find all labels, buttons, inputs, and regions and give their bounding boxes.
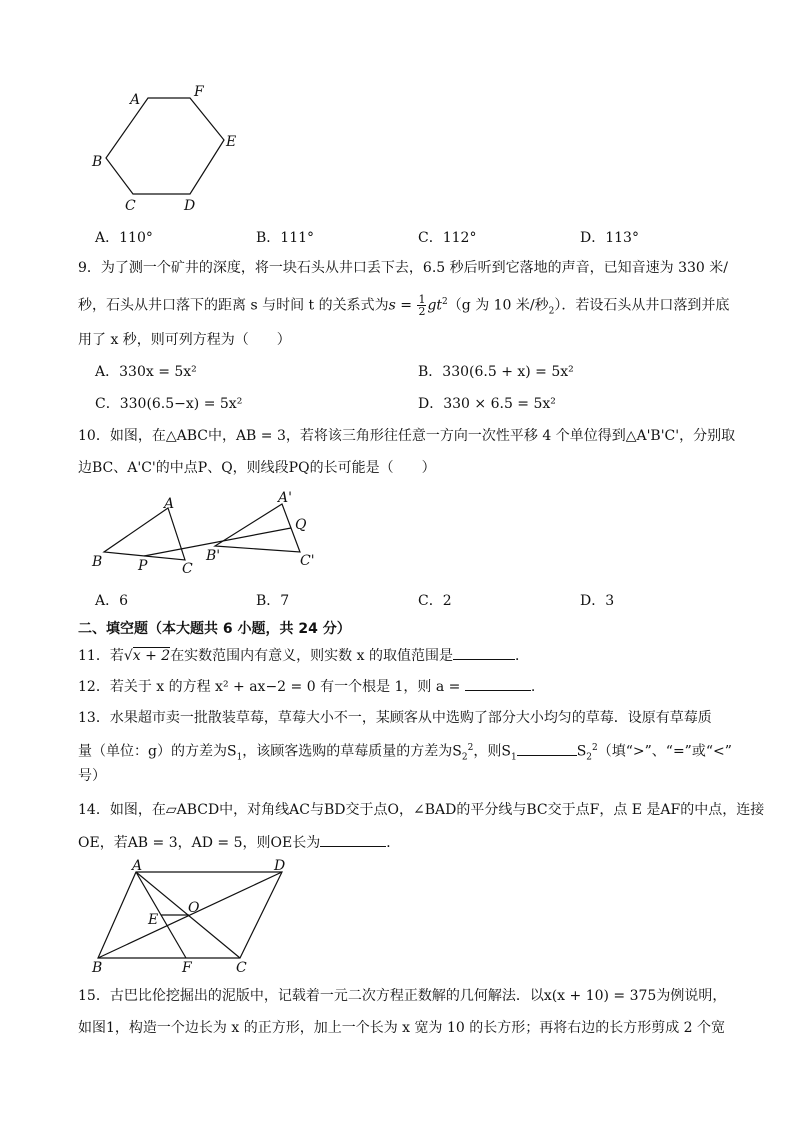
q14-answer-blank[interactable] xyxy=(320,832,386,847)
triangle-translation-figure xyxy=(88,488,328,580)
option-letter: C． xyxy=(418,230,443,246)
q11-pre: 11．若 xyxy=(78,648,124,664)
q10-option-d[interactable] xyxy=(580,591,614,611)
label-E: E xyxy=(148,912,159,928)
option-text: 3 xyxy=(605,593,615,609)
option-text: 6 xyxy=(119,593,129,609)
q14-line-2 xyxy=(78,832,400,853)
q12-end: . xyxy=(530,679,536,695)
parallelogram-figure xyxy=(88,858,298,976)
q9-option-d[interactable] xyxy=(418,394,556,414)
option-text: 7 xyxy=(280,593,290,609)
option-letter: C． xyxy=(418,593,443,609)
option-letter: D． xyxy=(418,396,444,412)
q10-option-a[interactable] xyxy=(95,591,128,611)
q13-text-b: ，该顾客选购的草莓质量的方差为S xyxy=(242,743,462,760)
q8-option-c[interactable] xyxy=(418,228,476,248)
label-Q: Q xyxy=(295,517,307,533)
label-E: E xyxy=(226,134,237,150)
q9-fraction xyxy=(417,294,426,317)
q10-option-b[interactable] xyxy=(256,591,289,611)
q9-line-2 xyxy=(78,292,729,321)
option-letter: A． xyxy=(95,593,120,609)
label-A: A xyxy=(132,858,143,874)
q9-option-c[interactable] xyxy=(95,394,242,414)
frac-den: 2 xyxy=(418,305,426,319)
q13-sup-2: 2 xyxy=(467,743,474,753)
q9-text-b: （g 为 10 米/秒 xyxy=(447,297,549,314)
label-D: D xyxy=(184,198,196,214)
option-letter: D． xyxy=(580,593,606,609)
option-text: 113° xyxy=(605,230,639,246)
q13-sub-1: 1 xyxy=(236,752,243,763)
option-letter: D． xyxy=(580,230,606,246)
q9-gt: gt xyxy=(427,297,443,314)
label-F: F xyxy=(182,960,192,976)
q15-line-2: 如图1，构造一个边长为 x 的正方形，加上一个长为 x 宽为 10 的长方形；再将右边的长方形剪成 2 个宽 xyxy=(78,1020,726,1036)
q9-line-1: 9．为了测一个矿井的深度，将一块石头从井口丢下去，6.5 秒后听到它落地的声音，已知音速为 330 米/ xyxy=(78,260,728,276)
label-O: O xyxy=(188,900,200,916)
frac-num: 1 xyxy=(418,293,426,307)
q13-sup-2b: 2 xyxy=(592,743,598,753)
q13-text-d: S xyxy=(576,743,587,760)
label-C-prime: C' xyxy=(300,553,315,569)
q9-option-a[interactable] xyxy=(95,362,197,382)
q13-line-2 xyxy=(78,738,732,767)
option-text: 330(6.5 + x) = 5x² xyxy=(442,364,574,380)
q9-sub: 2 xyxy=(548,306,555,317)
q13-line-3: 号） xyxy=(78,768,106,784)
q8-option-a[interactable] xyxy=(95,228,153,248)
q9-sup: 2 xyxy=(442,297,448,307)
triangle-a1b1c1 xyxy=(215,504,300,552)
option-letter: B． xyxy=(418,364,443,380)
option-text: 330(6.5−x) = 5x² xyxy=(119,396,243,412)
q15-line-1: 15．古巴比伦挖掘出的泥版中，记载着一元二次方程正数解的几何解法．以x(x + 10) = 375为例说明， xyxy=(78,988,727,1004)
option-text: 110° xyxy=(119,230,153,246)
q8-option-d[interactable] xyxy=(580,228,639,248)
q10-line-1: 10．如图，在△ABC中，AB = 3，若将该三角形往任意一方向一次性平移 4 个单位得到△A'B'C'，分别取 xyxy=(78,428,736,444)
q9-text-c: ）．若设石头从井口落到并底 xyxy=(554,297,730,314)
q14-line-1: 14．如图，在▱ABCD中，对角线AC与BD交于点O，∠BAD的平分线与BC交于点F，点 E 是AF的中点，连接 xyxy=(78,802,765,818)
q9-eq: = xyxy=(395,297,417,314)
q12-pre: 12．若关于 x 的方程 x² + ax−2 = 0 有一个根是 1，则 a = xyxy=(78,679,465,695)
q8-option-b[interactable] xyxy=(256,228,314,248)
triangle-abc xyxy=(104,508,185,560)
hexagon-figure xyxy=(88,82,248,217)
q11-answer-blank[interactable] xyxy=(453,645,515,660)
q13-text-e: （填“>”、“=”或“<” xyxy=(597,743,732,760)
option-letter: A． xyxy=(95,364,120,380)
q9-option-b[interactable] xyxy=(418,362,574,382)
q11-line xyxy=(78,645,529,666)
label-C: C xyxy=(182,561,193,577)
q13-answer-blank[interactable] xyxy=(517,741,577,756)
option-text: 2 xyxy=(442,593,452,609)
q14-text-a: OE，若AB = 3，AD = 5，则OE长为 xyxy=(78,835,321,851)
q13-line-1: 13．水果超市卖一批散装草莓，草莓大小不一，某顾客从中选购了部分大小均匀的草莓．设原有草莓质 xyxy=(78,710,712,726)
q9-text: 秒，石头从井口落下的距离 s 与时间 t 的关系式为 xyxy=(78,297,389,314)
option-letter: B． xyxy=(256,230,281,246)
label-A: A xyxy=(130,92,141,108)
label-B: B xyxy=(92,960,103,976)
label-C: C xyxy=(125,198,136,214)
q13-sub-2: 2 xyxy=(461,752,468,763)
label-B: B xyxy=(92,554,103,570)
q13-sub-1b: 1 xyxy=(510,752,517,763)
q9-line-3: 用了 x 秒，则可列方程为（ ） xyxy=(78,332,291,348)
label-F: F xyxy=(194,84,204,100)
option-text: 330x = 5x² xyxy=(119,364,197,380)
option-text: 111° xyxy=(280,230,315,246)
label-D: D xyxy=(274,858,286,874)
q10-option-c[interactable] xyxy=(418,591,452,611)
sqrt-sign: √ xyxy=(123,648,133,664)
option-letter: C． xyxy=(95,396,120,412)
q12-answer-blank[interactable] xyxy=(465,676,531,691)
q13-text-a: 量（单位：g）的方差为S xyxy=(78,743,237,760)
label-B: B xyxy=(92,154,103,170)
q13-text-c: ，则S xyxy=(473,743,511,760)
q11-post: 在实数范围内有意义，则实数 x 的取值范围是 xyxy=(170,648,453,664)
q12-line xyxy=(78,676,535,697)
q13-sub-2b: 2 xyxy=(586,752,593,763)
option-text: 330 × 6.5 = 5x² xyxy=(443,396,556,412)
option-text: 112° xyxy=(442,230,477,246)
label-C: C xyxy=(236,960,247,976)
q11-end: ． xyxy=(514,648,529,664)
option-letter: A． xyxy=(95,230,120,246)
label-B-prime: B' xyxy=(206,548,221,564)
q10-line-2: 边BC、A'C'的中点P、Q，则线段PQ的长可能是（ ） xyxy=(78,460,436,476)
q9-var-s: s xyxy=(388,297,396,314)
hexagon-shape xyxy=(106,98,224,194)
label-P: P xyxy=(138,558,148,574)
section-2-title: 二、填空题（本大题共 6 小题，共 24 分） xyxy=(78,621,351,637)
q14-end: ． xyxy=(386,835,401,851)
label-A-prime: A' xyxy=(278,490,292,506)
q11-radicand: x + 2 xyxy=(132,648,171,664)
option-letter: B． xyxy=(256,593,281,609)
label-A: A xyxy=(164,496,175,512)
